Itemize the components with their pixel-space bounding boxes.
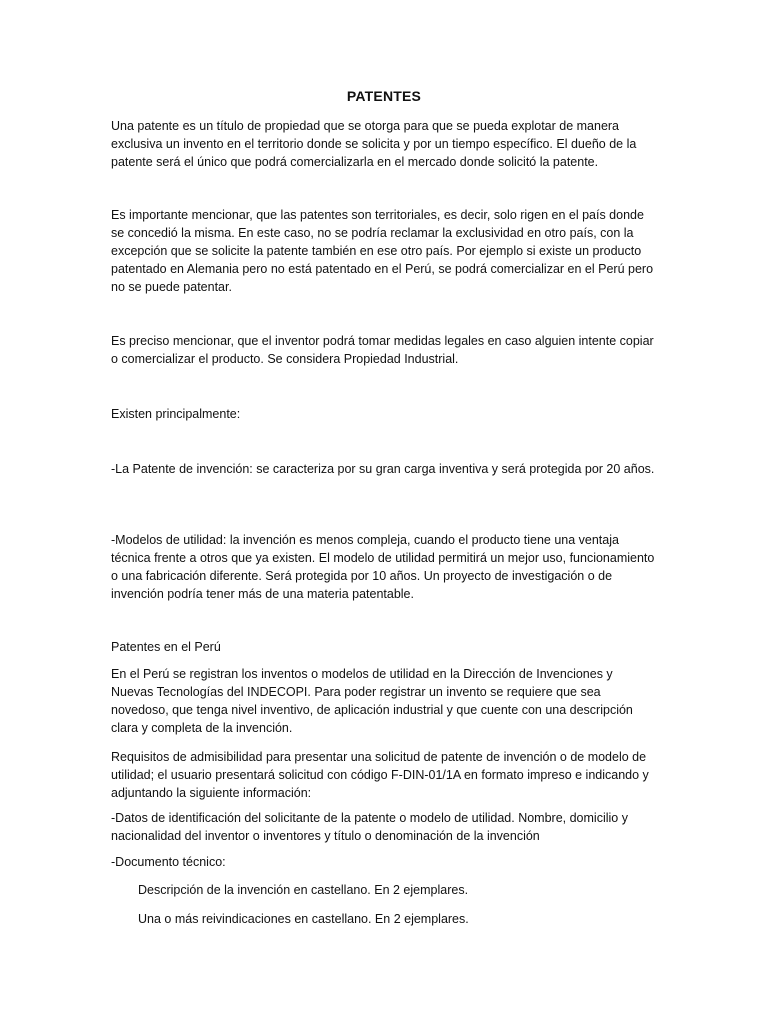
- section-heading-peru: Patentes en el Perú: [111, 640, 221, 654]
- paragraph-invention-patent: -La Patente de invención: se caracteriza por su gran carga inventiva y será protegida por 20 años.: [111, 462, 655, 476]
- paragraph-definition: Una patente es un título de propiedad que se otorga para que se pueda explotar de manera exclusiva un invento en el territorio donde se solicita y por un tiempo específico. El dueño de la patente será el único que podrá comercializarla en el mercado donde solicitó la patente.: [111, 119, 637, 169]
- paragraph-technical-document: -Documento técnico:: [111, 855, 226, 869]
- paragraph-types-intro: Existen principalmente:: [111, 407, 241, 421]
- paragraph-legal-measures: Es preciso mencionar, que el inventor podrá tomar medidas legales en caso alguien intente copiar o comercializar el producto. Se considera Propiedad Industrial.: [111, 334, 654, 366]
- document-title: PATENTES: [346, 88, 422, 104]
- paragraph-peru-registration: En el Perú se registran los inventos o modelos de utilidad en la Dirección de Invenciones y Nuevas Tecnologías del INDECOPI. Para poder registrar un invento se requiere que sea novedoso, que tenga nivel inventivo, de aplicación industrial y que cuente con una descripción clara y completa de la invención.: [111, 667, 633, 735]
- paragraph-territorial: Es importante mencionar, que las patentes son territoriales, es decir, solo rigen en el país donde se concedió la misma. En este caso, no se podría reclamar la exclusividad en otro país, con la excepción que se solicite la patente también en ese otro país. Por ejemplo si existe un producto patentado en Alemania pero no está patentado en el Perú, se podrá comercializar en el Perú pero no se puede patentar.: [111, 208, 654, 294]
- paragraph-utility-models: -Modelos de utilidad: la invención es menos compleja, cuando el producto tiene una ventaja técnica frente a otros que ya existen. El modelo de utilidad permitirá un mejor uso, funcionamiento o una fabricación diferente. Será protegida por 10 años. Un proyecto de investigación o de invención podría tener más de una materia patentable.: [111, 533, 655, 601]
- list-item-claims: Una o más reivindicaciones en castellano. En 2 ejemplares.: [138, 912, 469, 926]
- paragraph-requirements: Requisitos de admisibilidad para presentar una solicitud de patente de invención o de modelo de utilidad; el usuario presentará solicitud con código F-DIN-01/1A en formato impreso e indicando y adjuntando la siguiente información:: [111, 750, 649, 800]
- paragraph-identification-data: -Datos de identificación del solicitante de la patente o modelo de utilidad. Nombre, domicilio y nacionalidad del inventor o inventores y título o denominación de la invención: [111, 811, 628, 843]
- list-item-description: Descripción de la invención en castellano. En 2 ejemplares.: [138, 883, 469, 897]
